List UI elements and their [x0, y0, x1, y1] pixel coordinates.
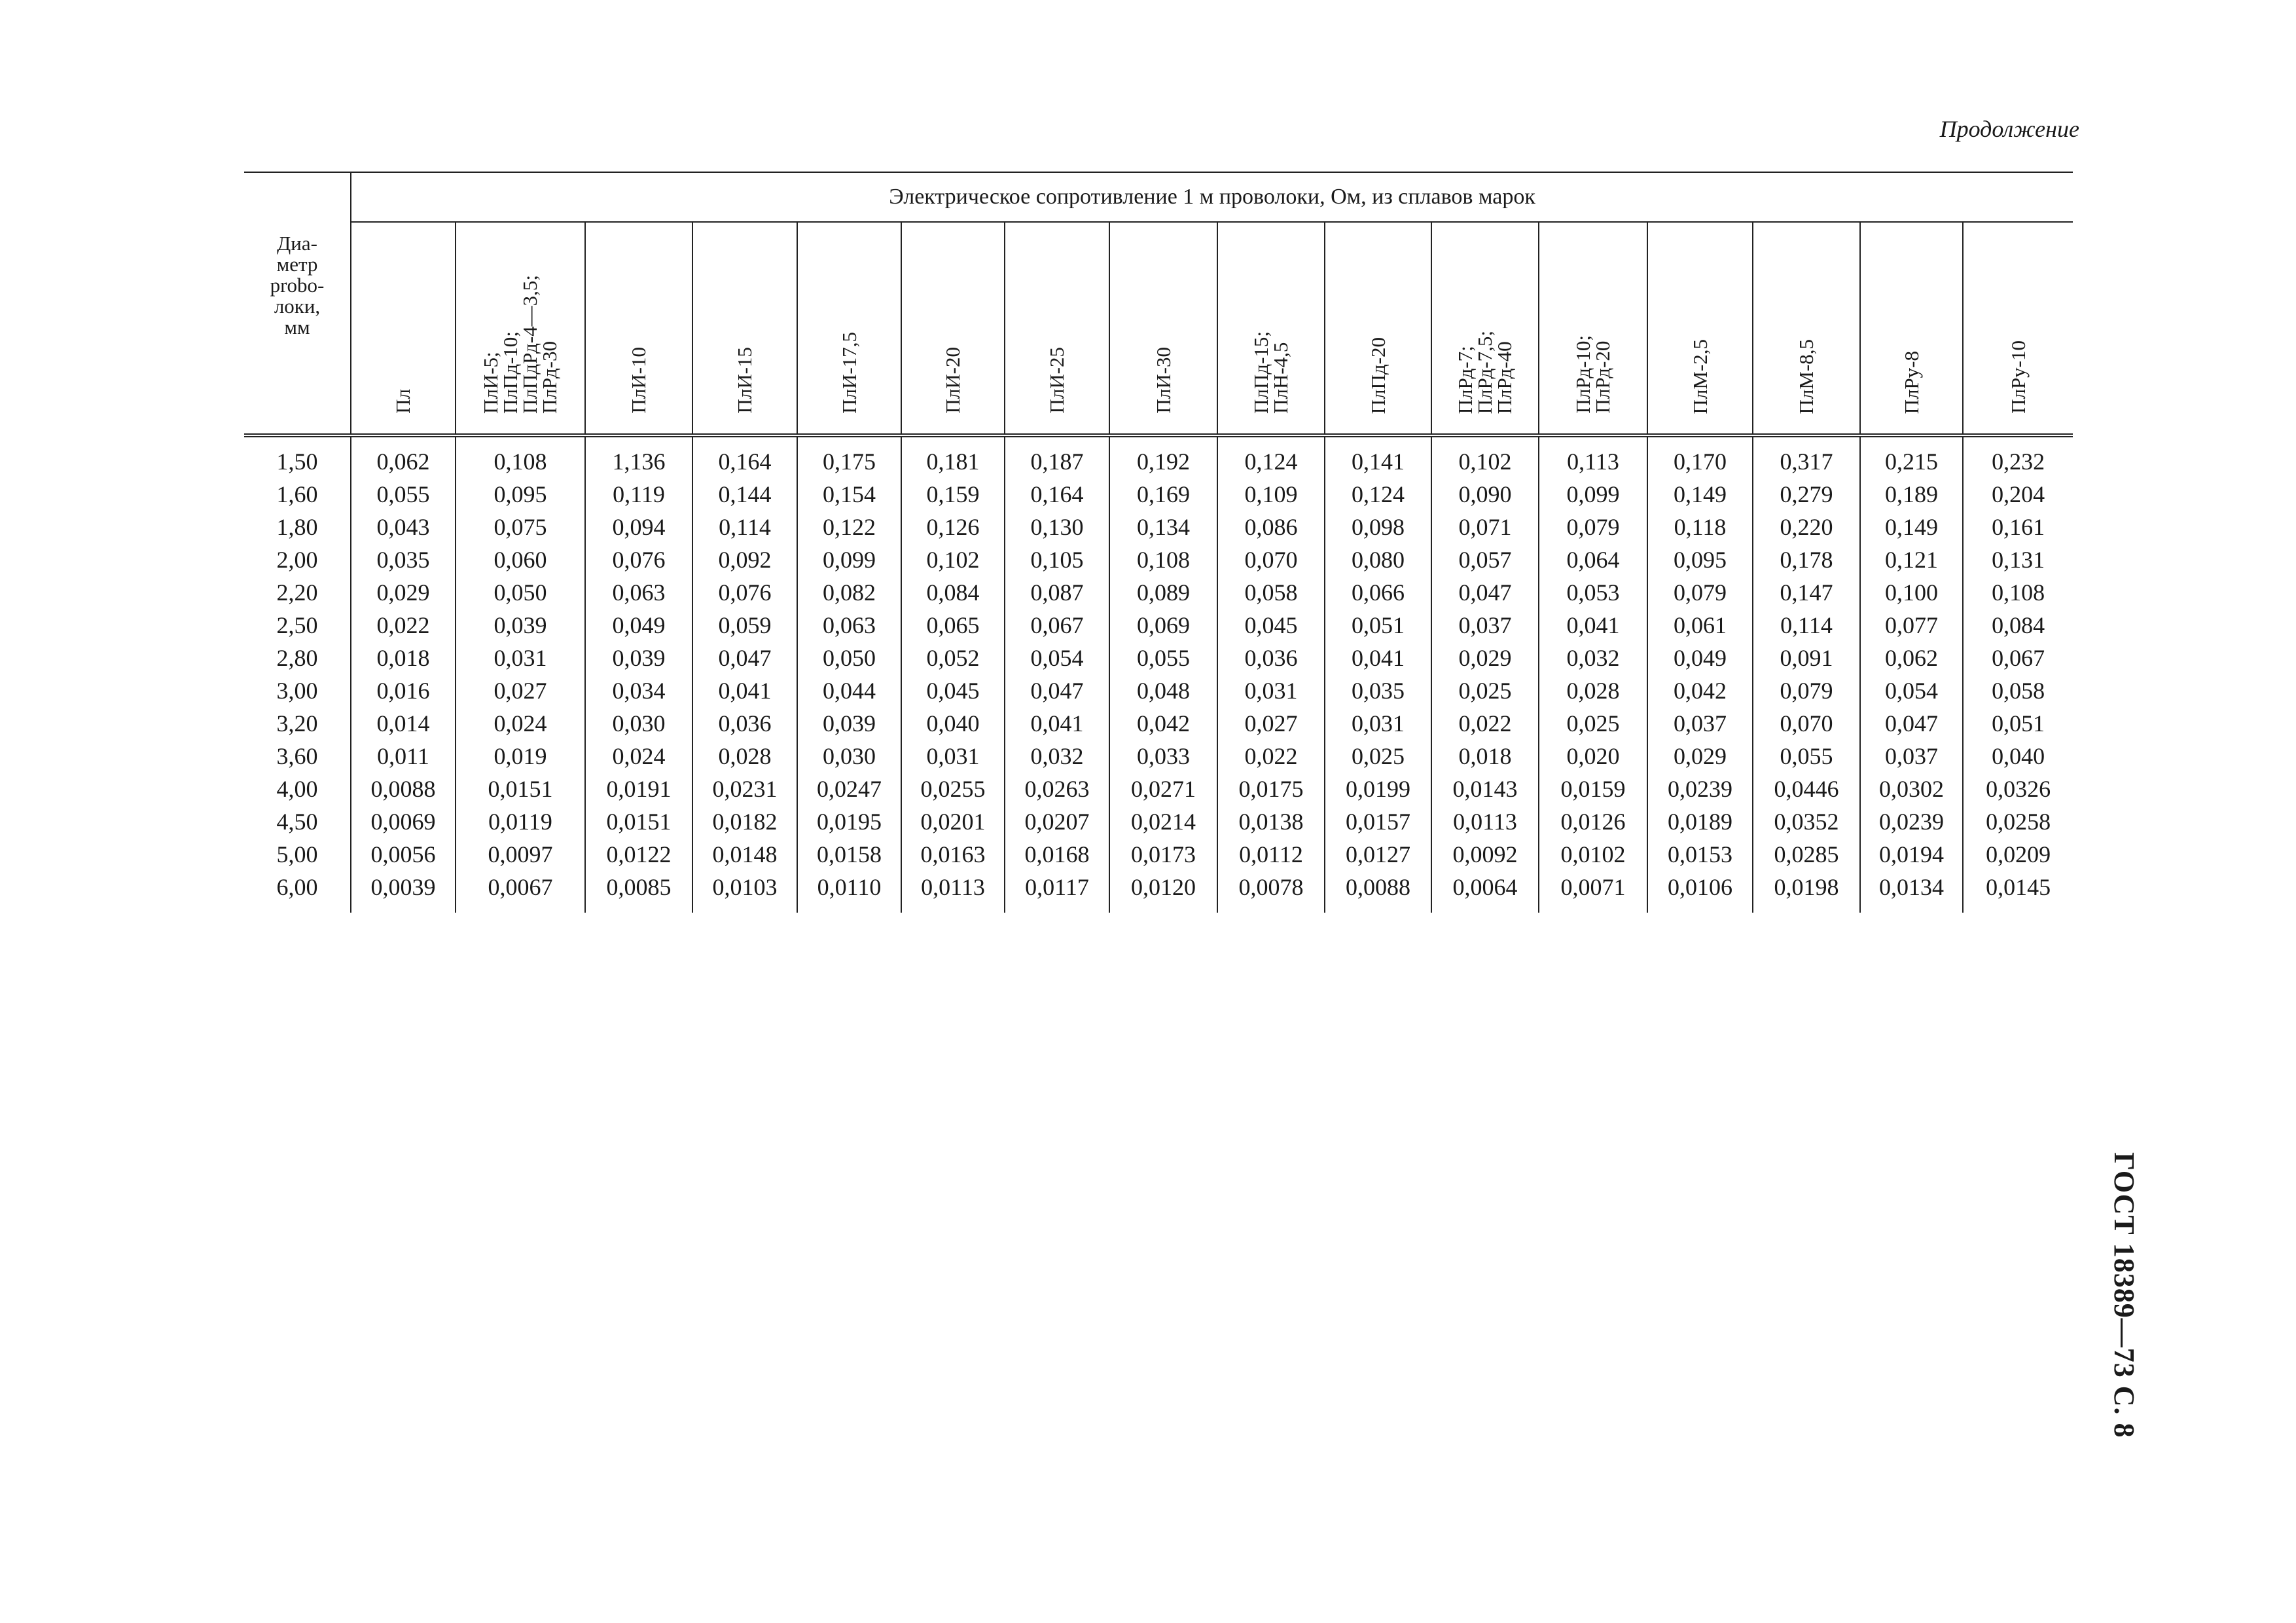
resistance-cell: 0,027	[456, 674, 585, 707]
table-row	[244, 838, 2073, 871]
resistance-cell: 0,0189	[1647, 805, 1753, 838]
resistance-cell: 0,075	[456, 511, 585, 543]
resistance-cell: 0,0138	[1217, 805, 1325, 838]
resistance-cell: 0,036	[1217, 642, 1325, 674]
resistance-cell: 0,149	[1647, 478, 1753, 511]
resistance-cell: 0,147	[1753, 576, 1860, 609]
resistance-cell: 0,232	[1992, 448, 2045, 475]
alloy-grade-header	[1217, 222, 1325, 435]
resistance-cell: 0,144	[692, 478, 797, 511]
resistance-cell: 0,049	[1647, 642, 1753, 674]
alloy-grade-header	[1963, 222, 2073, 435]
resistance-cell: 0,024	[456, 707, 585, 740]
continuation-label: Продолжение	[1939, 116, 2079, 142]
resistance-cell: 0,105	[1005, 543, 1109, 576]
resistance-cell: 0,080	[1325, 543, 1431, 576]
resistance-table-container	[244, 172, 2073, 913]
resistance-cell: 0,0239	[1860, 805, 1963, 838]
resistance-cell: 0,108	[1109, 543, 1217, 576]
diameter-cell: 3,20	[244, 707, 351, 740]
resistance-cell: 0,045	[1217, 609, 1325, 642]
resistance-cell: 0,053	[1539, 576, 1647, 609]
page-stamp: ГОСТ 18389—73 С. 8	[2108, 1152, 2140, 1438]
resistance-cell: 0,0145	[1986, 874, 2051, 900]
resistance-cell: 0,098	[1325, 511, 1431, 543]
resistance-cell: 0,0271	[1109, 773, 1217, 805]
resistance-cell: 0,0199	[1325, 773, 1431, 805]
resistance-cell: 0,131	[1992, 547, 2045, 573]
resistance-cell: 0,0092	[1431, 838, 1539, 871]
alloy-grade-header	[1005, 222, 1109, 435]
resistance-cell: 0,037	[1431, 609, 1539, 642]
resistance-cell: 0,025	[1325, 740, 1431, 773]
resistance-cell: 0,0153	[1647, 838, 1753, 871]
diameter-cell: 1,60	[244, 478, 351, 511]
alloy-grade-header	[1647, 222, 1753, 435]
resistance-cell: 0,035	[351, 543, 456, 576]
resistance-cell: 0,031	[901, 740, 1005, 773]
table-row	[244, 511, 2073, 543]
alloy-grade-label: ПлИ-20	[941, 347, 964, 414]
resistance-cell: 0,095	[456, 478, 585, 511]
resistance-cell: 0,0127	[1325, 838, 1431, 871]
resistance-cell: 0,175	[797, 435, 901, 478]
resistance-cell: 0,054	[1005, 642, 1109, 674]
alloy-grade-header	[692, 222, 797, 435]
resistance-cell: 0,022	[1431, 707, 1539, 740]
resistance-cell: 0,067	[1992, 645, 2045, 671]
diameter-cell: 5,00	[244, 838, 351, 871]
resistance-cell: 0,122	[797, 511, 901, 543]
alloy-grade-header	[351, 222, 456, 435]
resistance-cell: 0,059	[692, 609, 797, 642]
resistance-cell: 0,187	[1005, 435, 1109, 478]
resistance-cell: 0,0078	[1217, 871, 1325, 913]
table-row	[244, 773, 2073, 805]
resistance-cell: 0,0122	[585, 838, 692, 871]
resistance-cell: 0,089	[1109, 576, 1217, 609]
resistance-cell: 0,057	[1431, 543, 1539, 576]
table-row	[244, 642, 2073, 674]
resistance-cell: 0,042	[1647, 674, 1753, 707]
resistance-cell: 0,014	[351, 707, 456, 740]
resistance-cell: 0,084	[901, 576, 1005, 609]
alloy-grade-label: ПлИ-25	[1045, 347, 1068, 414]
alloy-grade-label: ПлРд-10; ПлРд-20	[1571, 335, 1614, 414]
resistance-cell: 0,060	[456, 543, 585, 576]
resistance-cell: 0,170	[1647, 435, 1753, 478]
resistance-cell: 0,062	[351, 435, 456, 478]
resistance-cell: 0,0126	[1539, 805, 1647, 838]
resistance-cell: 0,0158	[797, 838, 901, 871]
resistance-cell: 0,047	[1860, 707, 1963, 740]
resistance-cell: 0,0071	[1539, 871, 1647, 913]
resistance-cell: 0,029	[1431, 642, 1539, 674]
resistance-cell: 0,100	[1860, 576, 1963, 609]
resistance-cell: 0,113	[1539, 435, 1647, 478]
resistance-cell: 0,0088	[351, 773, 456, 805]
resistance-cell: 0,0214	[1109, 805, 1217, 838]
resistance-cell: 0,109	[1217, 478, 1325, 511]
resistance-cell: 0,095	[1647, 543, 1753, 576]
resistance-cell: 0,076	[585, 543, 692, 576]
resistance-cell: 0,154	[797, 478, 901, 511]
table-row	[244, 576, 2073, 609]
resistance-cell: 0,0134	[1860, 871, 1963, 913]
resistance-cell: 0,028	[692, 740, 797, 773]
alloy-grade-header	[585, 222, 692, 435]
resistance-cell: 0,0103	[692, 871, 797, 913]
resistance-cell: 0,025	[1539, 707, 1647, 740]
resistance-cell: 0,0285	[1753, 838, 1860, 871]
resistance-cell: 0,070	[1753, 707, 1860, 740]
resistance-cell: 0,0110	[797, 871, 901, 913]
resistance-cell: 0,0182	[692, 805, 797, 838]
resistance-cell: 0,102	[901, 543, 1005, 576]
resistance-cell: 0,050	[456, 576, 585, 609]
resistance-cell: 0,099	[797, 543, 901, 576]
resistance-cell: 0,215	[1860, 435, 1963, 478]
resistance-cell: 0,0326	[1986, 776, 2051, 802]
resistance-cell: 0,134	[1109, 511, 1217, 543]
resistance-cell: 0,169	[1109, 478, 1217, 511]
alloy-grade-header	[1860, 222, 1963, 435]
resistance-cell: 0,042	[1109, 707, 1217, 740]
resistance-cell: 0,034	[585, 674, 692, 707]
resistance-cell: 0,047	[692, 642, 797, 674]
resistance-cell: 0,039	[797, 707, 901, 740]
resistance-cell: 0,041	[1325, 642, 1431, 674]
resistance-cell: 0,071	[1431, 511, 1539, 543]
resistance-cell: 0,037	[1860, 740, 1963, 773]
resistance-cell: 0,086	[1217, 511, 1325, 543]
resistance-cell: 0,047	[1005, 674, 1109, 707]
resistance-cell: 0,062	[1860, 642, 1963, 674]
resistance-cell: 0,039	[456, 609, 585, 642]
resistance-cell: 0,030	[797, 740, 901, 773]
diameter-cell: 2,00	[244, 543, 351, 576]
resistance-cell: 0,052	[901, 642, 1005, 674]
resistance-cell: 0,124	[1325, 478, 1431, 511]
resistance-cell: 0,0113	[901, 871, 1005, 913]
resistance-cell: 0,0159	[1539, 773, 1647, 805]
resistance-cell: 0,029	[351, 576, 456, 609]
alloy-grade-label: ПлРу-8	[1899, 350, 1923, 414]
resistance-cell: 0,030	[585, 707, 692, 740]
resistance-cell: 0,011	[351, 740, 456, 773]
table-header	[244, 172, 2073, 435]
resistance-cell: 0,063	[797, 609, 901, 642]
resistance-cell: 0,114	[692, 511, 797, 543]
resistance-cell: 0,0106	[1647, 871, 1753, 913]
resistance-cell: 0,0148	[692, 838, 797, 871]
resistance-cell: 0,0263	[1005, 773, 1109, 805]
resistance-cell: 0,031	[456, 642, 585, 674]
alloy-grade-label: ПлИ-10	[627, 347, 650, 414]
resistance-cell: 0,040	[1992, 743, 2045, 769]
resistance-cell: 0,0151	[456, 773, 585, 805]
alloy-grade-header	[1325, 222, 1431, 435]
resistance-cell: 0,090	[1431, 478, 1539, 511]
table-row	[244, 805, 2073, 838]
resistance-cell: 0,0239	[1647, 773, 1753, 805]
resistance-cell: 0,0056	[351, 838, 456, 871]
resistance-cell: 0,0117	[1005, 871, 1109, 913]
alloy-grade-header	[1109, 222, 1217, 435]
resistance-cell: 0,108	[456, 435, 585, 478]
resistance-cell: 0,126	[901, 511, 1005, 543]
table-row	[244, 740, 2073, 773]
resistance-cell: 0,0195	[797, 805, 901, 838]
resistance-cell: 0,055	[351, 478, 456, 511]
resistance-cell: 0,069	[1109, 609, 1217, 642]
diameter-cell: 2,50	[244, 609, 351, 642]
alloy-grade-header	[1431, 222, 1539, 435]
alloy-grade-header-row	[244, 222, 2073, 435]
resistance-cell: 0,024	[585, 740, 692, 773]
alloy-grade-label: ПлИ-5; ПлПд-10; ПлПдРд-4—3,5; ПлРд-30	[479, 274, 561, 414]
resistance-cell: 0,192	[1109, 435, 1217, 478]
resistance-cell: 0,114	[1753, 609, 1860, 642]
resistance-cell: 0,031	[1217, 674, 1325, 707]
resistance-cell: 0,032	[1005, 740, 1109, 773]
resistance-cell: 0,0201	[901, 805, 1005, 838]
resistance-cell: 0,0168	[1005, 838, 1109, 871]
resistance-cell: 0,0143	[1431, 773, 1539, 805]
resistance-cell: 0,051	[1325, 609, 1431, 642]
resistance-cell: 0,065	[901, 609, 1005, 642]
resistance-cell: 0,022	[1217, 740, 1325, 773]
alloy-grade-label: ПлИ-30	[1151, 347, 1175, 414]
resistance-cell: 0,039	[585, 642, 692, 674]
resistance-cell: 0,161	[1992, 514, 2045, 540]
resistance-cell: 0,079	[1647, 576, 1753, 609]
diameter-cell: 2,80	[244, 642, 351, 674]
resistance-cell: 0,064	[1539, 543, 1647, 576]
resistance-cell: 0,0258	[1986, 809, 2051, 835]
resistance-cell: 0,149	[1860, 511, 1963, 543]
alloy-grade-header	[456, 222, 585, 435]
alloy-grade-label: ПлМ-8,5	[1795, 338, 1818, 414]
resistance-cell: 0,044	[797, 674, 901, 707]
alloy-grade-header	[1753, 222, 1860, 435]
resistance-cell: 0,0064	[1431, 871, 1539, 913]
resistance-cell: 0,050	[797, 642, 901, 674]
resistance-cell: 0,094	[585, 511, 692, 543]
table-row	[244, 543, 2073, 576]
resistance-cell: 0,0247	[797, 773, 901, 805]
resistance-cell: 0,091	[1753, 642, 1860, 674]
diameter-cell: 2,20	[244, 576, 351, 609]
resistance-cell: 0,121	[1860, 543, 1963, 576]
resistance-cell: 0,058	[1992, 678, 2045, 704]
resistance-cell: 0,0088	[1325, 871, 1431, 913]
resistance-cell: 0,048	[1109, 674, 1217, 707]
resistance-cell: 0,0209	[1986, 841, 2051, 867]
resistance-cell: 0,0352	[1753, 805, 1860, 838]
resistance-cell: 0,118	[1647, 511, 1753, 543]
resistance-cell: 0,027	[1217, 707, 1325, 740]
resistance-cell: 0,181	[901, 435, 1005, 478]
resistance-cell: 0,0207	[1005, 805, 1109, 838]
diameter-cell: 4,50	[244, 805, 351, 838]
resistance-cell: 0,0231	[692, 773, 797, 805]
resistance-cell: 0,076	[692, 576, 797, 609]
resistance-cell: 0,0039	[351, 871, 456, 913]
resistance-cell: 0,082	[797, 576, 901, 609]
resistance-cell: 0,061	[1647, 609, 1753, 642]
resistance-cell: 0,035	[1325, 674, 1431, 707]
resistance-cell: 0,204	[1992, 481, 2045, 507]
table-row	[244, 674, 2073, 707]
resistance-cell: 1,136	[585, 435, 692, 478]
alloy-grade-label: Пл	[391, 389, 414, 414]
diameter-cell: 3,00	[244, 674, 351, 707]
resistance-cell: 0,159	[901, 478, 1005, 511]
table-row	[244, 871, 2073, 913]
resistance-cell: 0,055	[1753, 740, 1860, 773]
alloy-grade-header	[797, 222, 901, 435]
resistance-cell: 0,0113	[1431, 805, 1539, 838]
resistance-cell: 0,040	[901, 707, 1005, 740]
resistance-cell: 0,036	[692, 707, 797, 740]
resistance-cell: 0,0194	[1860, 838, 1963, 871]
diameter-cell: 4,00	[244, 773, 351, 805]
diameter-column-header: Диа- метр probo- локи, мм	[244, 172, 351, 435]
resistance-cell: 0,0085	[585, 871, 692, 913]
resistance-cell: 0,0163	[901, 838, 1005, 871]
resistance-cell: 0,164	[1005, 478, 1109, 511]
table-row	[244, 435, 2073, 478]
resistance-cell: 0,041	[1005, 707, 1109, 740]
resistance-cell: 0,084	[1992, 612, 2045, 638]
resistance-cell: 0,0191	[585, 773, 692, 805]
resistance-cell: 0,047	[1431, 576, 1539, 609]
resistance-cell: 0,058	[1217, 576, 1325, 609]
resistance-cell: 0,079	[1753, 674, 1860, 707]
resistance-cell: 0,141	[1325, 435, 1431, 478]
resistance-cell: 0,070	[1217, 543, 1325, 576]
resistance-cell: 0,0198	[1753, 871, 1860, 913]
resistance-cell: 0,092	[692, 543, 797, 576]
table-row	[244, 609, 2073, 642]
resistance-cell: 0,055	[1109, 642, 1217, 674]
resistance-cell: 0,032	[1539, 642, 1647, 674]
alloy-grade-label: ПлМ-2,5	[1688, 338, 1712, 414]
resistance-cell: 0,033	[1109, 740, 1217, 773]
resistance-cell: 0,279	[1753, 478, 1860, 511]
resistance-cell: 0,018	[351, 642, 456, 674]
diameter-cell: 1,80	[244, 511, 351, 543]
resistance-cell: 0,079	[1539, 511, 1647, 543]
alloy-grade-label: ПлРу-10	[2006, 340, 2030, 414]
resistance-cell: 0,029	[1647, 740, 1753, 773]
resistance-cell: 0,220	[1753, 511, 1860, 543]
resistance-cell: 0,108	[1992, 579, 2045, 606]
resistance-cell: 0,041	[1539, 609, 1647, 642]
resistance-table	[244, 172, 2073, 913]
resistance-cell: 0,0302	[1860, 773, 1963, 805]
alloy-grade-header	[1539, 222, 1647, 435]
resistance-cell: 0,0446	[1753, 773, 1860, 805]
resistance-cell: 0,045	[901, 674, 1005, 707]
resistance-cell: 0,067	[1005, 609, 1109, 642]
resistance-cell: 0,317	[1753, 435, 1860, 478]
resistance-cell: 0,0151	[585, 805, 692, 838]
resistance-cell: 0,077	[1860, 609, 1963, 642]
resistance-cell: 0,066	[1325, 576, 1431, 609]
resistance-cell: 0,099	[1539, 478, 1647, 511]
resistance-cell: 0,018	[1431, 740, 1539, 773]
resistance-cell: 0,016	[351, 674, 456, 707]
resistance-cell: 0,0102	[1539, 838, 1647, 871]
resistance-cell: 0,051	[1992, 710, 2045, 737]
resistance-cell: 0,049	[585, 609, 692, 642]
resistance-cell: 0,0067	[456, 871, 585, 913]
resistance-cell: 0,054	[1860, 674, 1963, 707]
resistance-cell: 0,0173	[1109, 838, 1217, 871]
table-row	[244, 478, 2073, 511]
resistance-cell: 0,020	[1539, 740, 1647, 773]
resistance-cell: 0,0120	[1109, 871, 1217, 913]
resistance-cell: 0,0255	[901, 773, 1005, 805]
resistance-cell: 0,028	[1539, 674, 1647, 707]
resistance-cell: 0,037	[1647, 707, 1753, 740]
diameter-cell: 3,60	[244, 740, 351, 773]
resistance-cell: 0,063	[585, 576, 692, 609]
alloy-grade-label: ПлИ-15	[733, 347, 756, 414]
resistance-cell: 0,019	[456, 740, 585, 773]
resistance-cell: 0,041	[692, 674, 797, 707]
resistance-cell: 0,178	[1753, 543, 1860, 576]
resistance-cell: 0,043	[351, 511, 456, 543]
resistance-cell: 0,0112	[1217, 838, 1325, 871]
resistance-cell: 0,189	[1860, 478, 1963, 511]
alloy-grade-header	[901, 222, 1005, 435]
resistance-cell: 0,031	[1325, 707, 1431, 740]
alloy-grade-label: ПлПд-20	[1366, 337, 1390, 414]
resistance-cell: 0,0175	[1217, 773, 1325, 805]
resistance-cell: 0,0157	[1325, 805, 1431, 838]
resistance-cell: 0,0069	[351, 805, 456, 838]
alloy-grade-label: ПлПд-15; ПлН-4,5	[1249, 331, 1292, 414]
alloy-grade-label: ПлИ-17,5	[837, 332, 861, 414]
resistance-cell: 0,0119	[456, 805, 585, 838]
table-body	[244, 435, 2073, 913]
resistance-cell: 0,119	[585, 478, 692, 511]
resistance-cell: 0,124	[1217, 435, 1325, 478]
table-row	[244, 707, 2073, 740]
resistance-cell: 0,025	[1431, 674, 1539, 707]
diameter-cell: 1,50	[244, 435, 351, 478]
resistance-cell: 0,087	[1005, 576, 1109, 609]
resistance-super-header: Электрическое сопротивление 1 м проволоки, Ом, из сплавов марок	[351, 172, 2073, 222]
resistance-cell: 0,164	[692, 435, 797, 478]
resistance-cell: 0,022	[351, 609, 456, 642]
resistance-cell: 0,102	[1431, 435, 1539, 478]
diameter-cell: 6,00	[244, 871, 351, 913]
resistance-cell: 0,130	[1005, 511, 1109, 543]
resistance-cell: 0,0097	[456, 838, 585, 871]
alloy-grade-label: ПлРд-7; ПлРд-7,5; ПлРд-40	[1454, 330, 1516, 414]
